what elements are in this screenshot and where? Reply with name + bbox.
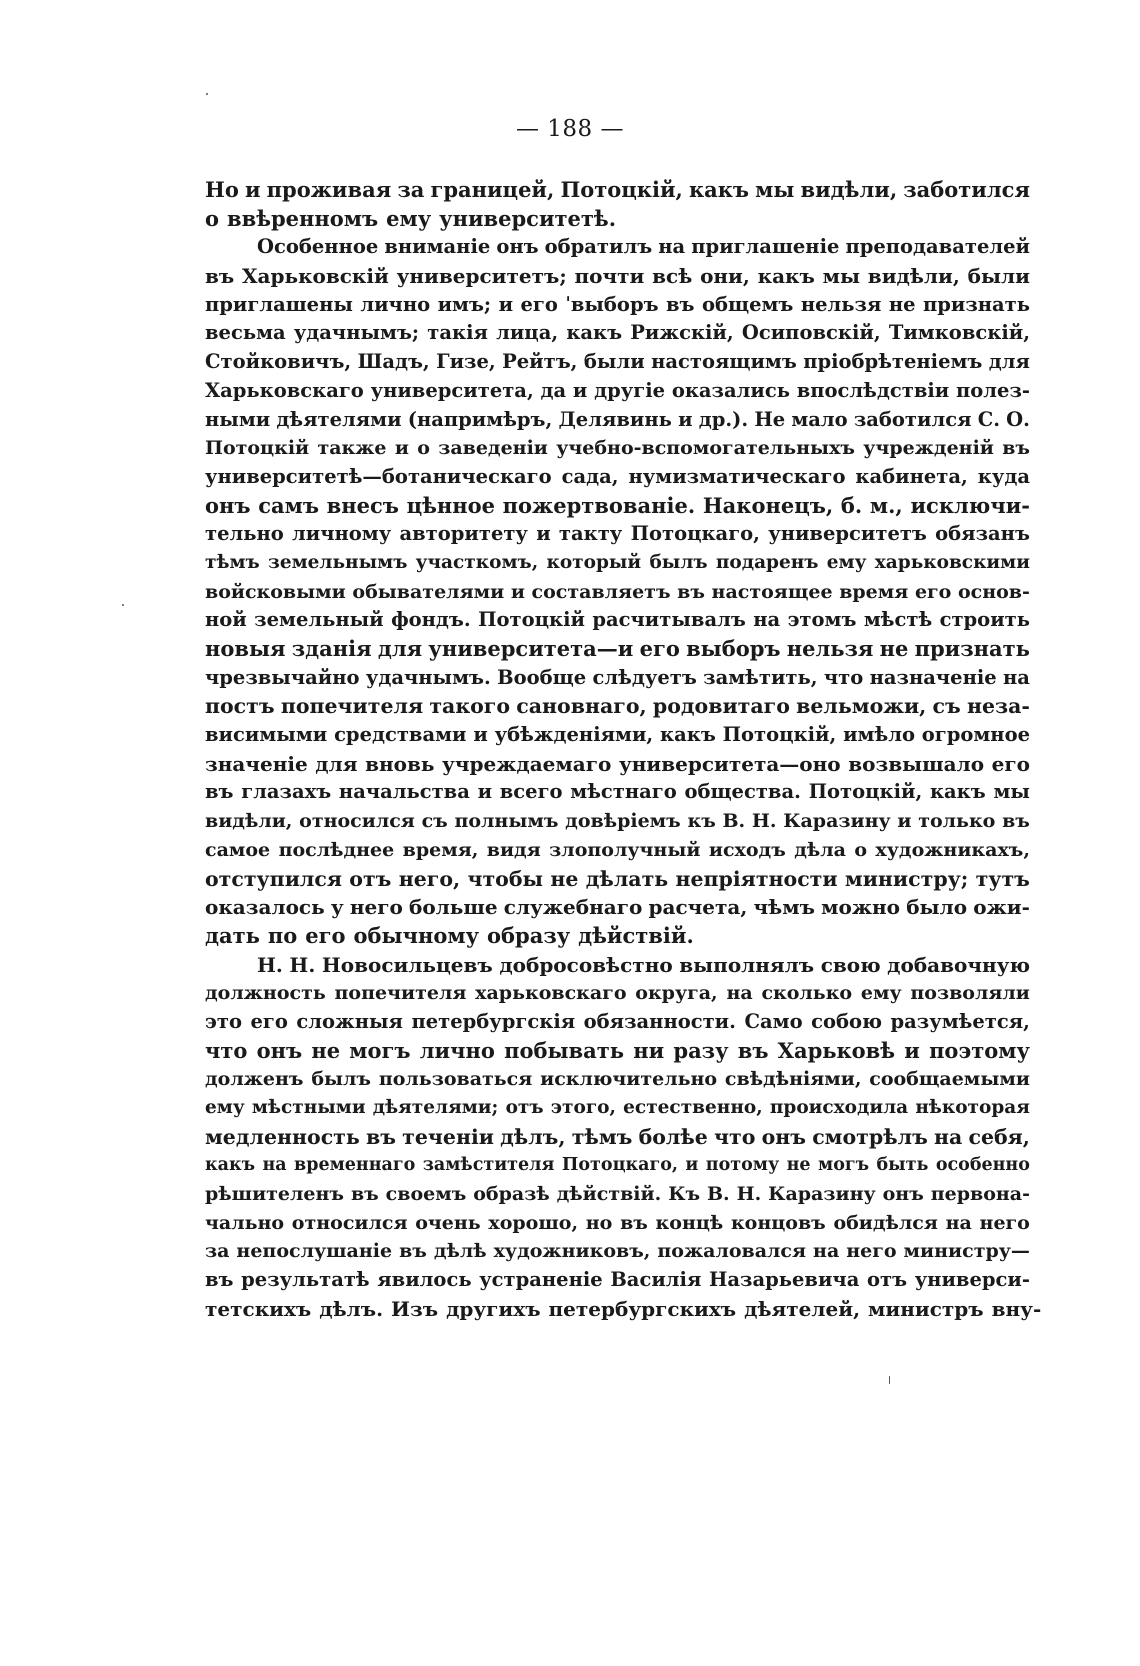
text-line: ной земельный фондъ. Потоцкій расчитывалъ на этомъ мѣстѣ строить [205,608,1030,632]
text-line: приглашены лично имъ; и его ˈвыборъ въ общемъ нельзя не признать [205,292,1030,316]
text-line: Стойковичъ, Шадъ, Гизе, Рейтъ, были настоящимъ пріобрѣтеніемъ для [205,350,1030,374]
text-line: значеніе для вновь учреждаемаго университета—оно возвышало его [205,751,1030,776]
text-line: университетѣ—ботаническаго сада, нумизматическаго кабинета, куда [205,464,1030,488]
text-line: оказалось у него больше служебнаго расчета, чѣмъ можно было ожи- [205,895,1030,920]
text-line: въ глазахъ начальства и всего мѣстнаго общества. Потоцкій, какъ мы [205,780,1030,804]
scan-speck-mark [206,93,208,95]
text-line: ему мѣстными дѣятелями; отъ этого, естественно, происходила нѣкоторая [205,1097,1030,1118]
text-line: что онъ не могъ лично побывать ни разу въ Харьковѣ и поэтому [205,1037,1030,1063]
scan-speck-mark [889,1376,890,1384]
text-line: долженъ былъ пользоваться исключительно свѣдѣніями, сообщаемыми [205,1068,1030,1091]
text-line: ными дѣятелями (напримѣръ, Делявинь и др.). Не мало заботился С. О. [205,407,1030,431]
text-line: чрезвычайно удачнымъ. Вообще слѣдуетъ замѣтить, что назначеніе на [205,665,1030,689]
scan-speck-mark [122,604,124,606]
page-number: — 188 — [515,116,625,142]
text-line: онъ самъ внесъ цѣнное пожертвованіе. Наконецъ, б. м., исключи- [205,492,1030,518]
text-line: чально относился очень хорошо, но въ концѣ концовъ обидѣлся на него [205,1211,1030,1234]
text-line: войсковыми обывателями и составляетъ въ настоящее время его основ- [205,580,1030,603]
text-line: постъ попечителя такого сановнаго, родовитаго вельможи, съ неза- [205,694,1030,719]
text-line: самое послѣднее время, видя злополучный исходъ дѣла о художникахъ, [205,838,1030,861]
text-line: за непослушаніе въ дѣлѣ художниковъ, пожаловался на него министру— [205,1240,1030,1263]
text-line: тѣмъ земельнымъ участкомъ, который былъ подаренъ ему харьковскими [205,551,1030,573]
text-line: новыя зданія для университета—и его выборъ нельзя не признать [205,636,1030,661]
text-line: это его сложныя петербургскія обязанности. Само собою разумѣется, [205,1009,1030,1033]
text-line: Н. Н. Новосильцевъ добросовѣстно выполнялъ свою добавочную [257,952,1030,977]
text-line: въ Харьковскій университетъ; почти всѣ они, какъ мы видѣли, были [205,264,1030,289]
text-line: дать по его обычному образу дѣйствій. [205,922,694,948]
text-line: Харьковскаго университета, да и другіе оказались впослѣдствіи полез- [205,378,1030,402]
text-line: рѣшителенъ въ своемъ образѣ дѣйствій. Къ В. Н. Каразину онъ первона- [205,1183,1030,1206]
text-line: какъ на временнаго замѣстителя Потоцкаго, и потому не могъ быть особенно [205,1155,1030,1176]
text-line: въ результатѣ явилось устраненіе Василія Назарьевича отъ универси- [205,1268,1030,1292]
text-line: отступился отъ него, чтобы не дѣлать непріятности министру; тутъ [205,866,1030,891]
text-line: Особенное вниманіе онъ обратилъ на приглашеніе преподавателей [257,235,1030,259]
text-line: медленность въ теченіи дѣлъ, тѣмъ болѣе что онъ смотрѣлъ на себя, [205,1124,1030,1149]
text-line: тельно личному авторитету и такту Потоцкаго, университетъ обязанъ [205,522,1030,546]
text-line: Но и проживая за границей, Потоцкій, какъ мы видѣли, заботился [205,177,1030,202]
text-line: Потоцкій также и о заведеніи учебно-вспомогательныхъ учрежденій въ [205,437,1030,460]
text-line: о ввѣренномъ ему университетѣ. [205,205,617,231]
text-line: висимыми средствами и убѣжденіями, какъ Потоцкій, имѣло огромное [205,723,1030,747]
text-line: тетскихъ дѣлъ. Изъ другихъ петербургскихъ дѣятелей, министръ вну- [205,1296,1042,1321]
text-line: весьма удачнымъ; такія лица, какъ Рижскій, Осиповскій, Тимковскій, [205,321,1030,345]
text-line: видѣли, относился съ полнымъ довѣріемъ къ В. Н. Каразину и только въ [205,810,1030,833]
text-body [205,176,1042,1324]
text-line: должность попечителя харьковскаго округа, на сколько ему позволяли [205,982,1030,1005]
